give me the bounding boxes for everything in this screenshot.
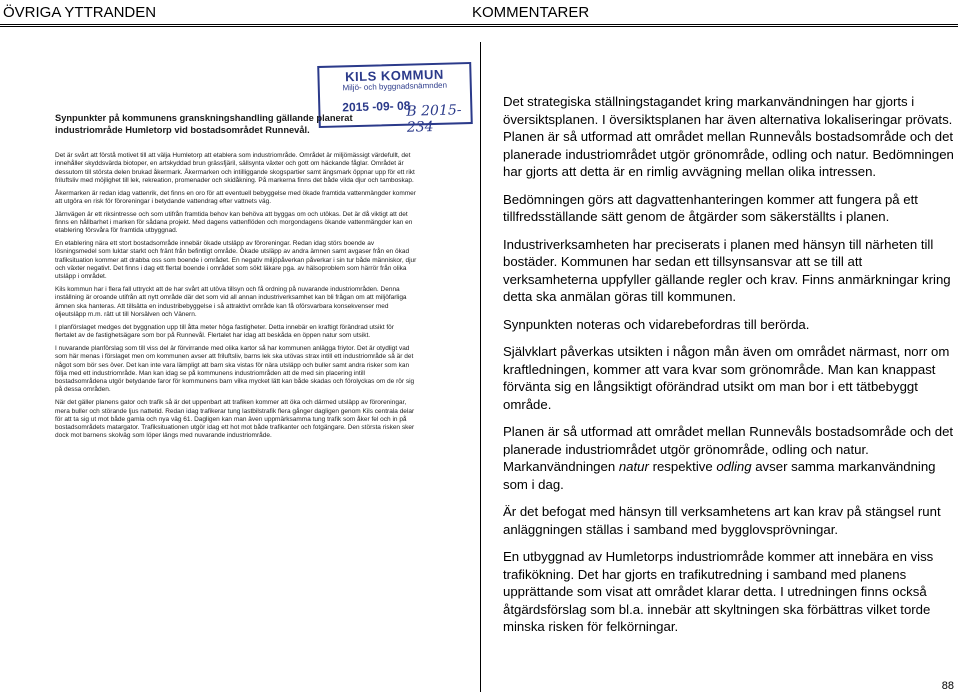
comment-paragraph: Bedömningen görs att dagvattenhanteringen kommer att fungera på ett tillfredsställande sätt genom de åtgärder som säkerställts i planen. [503,191,918,224]
comment-paragraph: Industriverksamheten har preciserats i planen med hänsyn till närheten till bostäder. Kommunen har sedan ett tillsynsansvar att se till att verksamheterna uppfyller gällande regler och krav. Finns anmärkningar kring detta ska anmälan göras till kommunen. [503,236,951,304]
header-rule [0,24,958,27]
comment-text: respektive [648,459,717,474]
comments-column [503,93,955,646]
comment-text: Planen är så utformad att området mellan Runnevåls bostadsområde och det planerade industriområdet utgör grönområde, odling och natur. Markanvändningen [503,424,954,474]
column-divider [480,42,481,692]
letter-paragraph: När det gäller planens gator och trafik så är det uppenbart att trafiken kommer att öka och därmed utsläpp av föroreningar, mera buller och störande ljus nattetid. Redan idag trafikerar tung lastbilstrafik flera gånger dagligen genom Kils centrala delar för att ta sig ut mot både gamla och nya väg 61. Dagligen kan man även uppmärksamma tung trafik som åker fel och in på bostadsområdets matargator. Trafiksituationen utgör idag ett hot mot både trafikanter och fotgängare. Den största risken sker dock mot barnens skolväg som löper längs med nuvarande industriområde. [55,399,415,440]
letter-body [55,152,417,445]
comment-paragraph: Synpunkten noteras och vidarebefordras till berörda. [503,316,810,332]
stamp-dept: Miljö- och byggnadsnämnden [342,80,448,93]
letter-paragraph: Järnvägen är ett riksintresse och som utifrån framtida behov kan behöva att byggas om och utökas. Det är då viktigt att det finns en hållbarhet i marken för sådana projekt. Med dagens vattenflöden och morgondagens ökande vattenmängder kan en etablering försvåra för framtida utbyggnad. [55,210,413,235]
stamp-date: 2015 -09- 08 [342,98,411,115]
comment-text: avser samma markanvändning som i dag. [503,459,936,492]
header-right: KOMMENTARER [472,4,590,21]
comment-paragraph: Självklart påverkas utsikten i någon mån även om området närmast, norr om kraftledningen, kommer att vara kvar som grönområde. Man kan knappast förvänta sig en långsiktigt oförändrad utsikt om man bor i ett tätbebyggt område. [503,344,950,412]
letter-title: Synpunkter på kommunens granskningshandling gällande planerat industriområde Humletorp vid bostadsområdet Runnevål. [55,113,353,135]
letter-paragraph: I nuvarande planförslag som till viss del är förvirrande med olika kartor så har kommunen anlägga friytor. Det är otydligt vad som här menas i förslaget men om kommunen avser att friluftsliv, barns lek ska utövas strax intill ett industriområde så är det något som bör ses över. Det kan inte vara lämpligt att barn ska vistas för nära utsläpp och buller samt andra risker som kan följa med ett industriområde. Man kan idag se på kommunens industriområden att de med sin placering intill bostadsområdena utgör betydande faror för kommunens barn vilka mycket lätt kan både skadas och förolyckas om de rör sig på dessa områden. [55,344,415,394]
comment-paragraph: Är det befogat med hänsyn till verksamhetens art kan krav på stängsel runt anläggningen ställas i samband med bygglovsprövningar. [503,504,941,537]
letter-paragraph: Kils kommun har i flera fall uttryckt att de har svårt att utöva tillsyn och få ordning på nuvarande industriområden. Denna inställning är oroande utifrån att nytt område där det som vid all annan industriverksamhet kan bli frågan om att miljöfarliga ämnen ska hanteras. Att tillsätta en industribebyggelse i så attraktivt område kan få oförsvarbara konsekvenser med oljeutsläpp m.m. rätt ut till Norsälven och Vänern. [55,286,407,319]
emphasis-odling: odling [716,459,752,474]
comment-paragraph: En utbyggnad av Humletorps industriområde kommer att innebära en viss trafikökning. Det har gjorts en trafikutredning i samband med planens upprättande som visat att området klarar detta. I utredningen finns också åtgärdsförslag som bl.a. innebär att skyltningen ska förbättras vilket torde minska risken för felkörningar. [503,549,934,634]
comment-paragraph: Det strategiska ställningstagandet kring markanvändningen har gjorts i översiktsplanen. I översiktsplanen har även alternativa lokaliseringar prövats. Planen är så utformad att området mellan Runnevåls bostadsområde och det planerade industriområdet utgör grönområde, odling och natur. Bedömningen har gjorts att detta är en rimlig avvägning mellan olika intressen. [503,94,954,179]
header-left: ÖVRIGA YTTRANDEN [3,4,157,21]
stamp-reference: B 2015-234 [406,102,462,136]
letter-paragraph: En etablering nära ett stort bostadsområde innebär ökade utsläpp av föroreningar. Redan idag störs boende av lösningsmedel som luktar starkt och fränt från befintligt område. Ökade utsläpp av andra ämnen samt avgaser från en ökad trafiksituation kommer att drabba oss som boende i området. En negativ miljöpåverkan påverkar i sin tur både människor, djur och växter negativt. Det finns i dag ett flertal boende i området som sökt läkare pga. av hälsoproblem som härrör från olika utsläpp i området. [55,240,417,281]
letter-paragraph: Åkermarken är redan idag vattenrik, det finns en oro för att eventuell bebyggelse med ökade framtida vattenmängder kommer att utgöra en risk för föroreningar i betydande vattendrag efter vattnets väg. [55,189,416,205]
comment-paragraph [503,423,955,493]
page-number: 88 [941,680,954,692]
emphasis-natur: natur [618,459,649,474]
stamp-org: KILS KOMMUN [344,66,444,85]
letter-paragraph: Det är svårt att förstå motivet till att välja Humletorp att etablera som industriområde. Området är miljömässigt värdefullt, det innehåller skyddsvärda biotoper, en artskyddad brun grässfjäril, sällsynta växter och gott om häckande fåglar. Området är dessutom till största delen brukad åkermark. Åkermarken och intilliggande skogspartier samt ängsmark öppnar upp för ett rikt friluftsliv med möjlighet till lek, rekreation, promenader och skidåkning. På markerna finns det både vilda djur och tamboskap. [55,152,415,184]
scanned-letter [55,60,462,696]
letter-paragraph: I planförslaget medges det byggnation upp till åtta meter höga fastigheter. Detta innebär en kraftigt förändrad utsikt för flertalet av de fastighetsägare som bor på Runnevål. Flertalet har idag att beskåda en öppen natur som utsikt. [55,323,394,340]
